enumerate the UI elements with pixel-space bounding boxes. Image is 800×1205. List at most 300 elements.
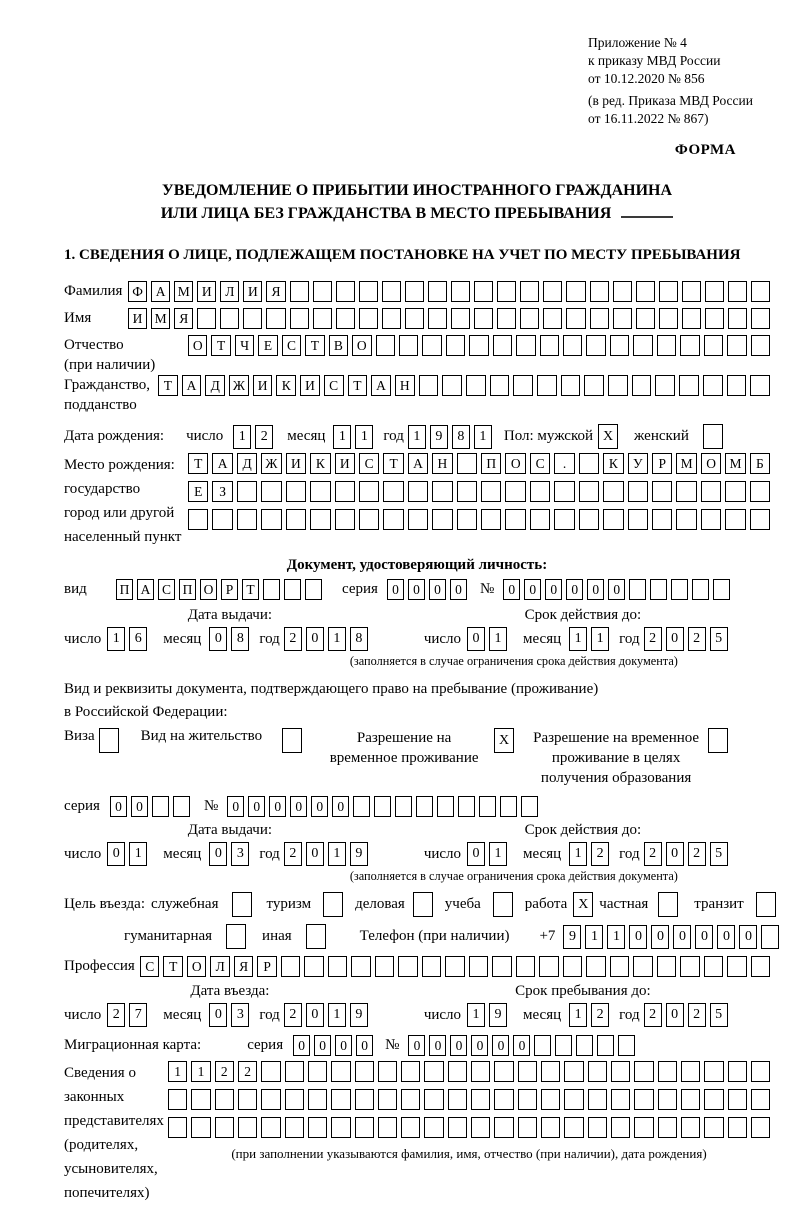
char-box[interactable] xyxy=(446,335,465,356)
char-box[interactable]: Т xyxy=(305,335,324,356)
char-box[interactable] xyxy=(281,956,300,977)
char-box[interactable] xyxy=(442,375,462,396)
char-box[interactable] xyxy=(355,1117,374,1138)
char-box[interactable] xyxy=(634,1061,653,1082)
char-box[interactable]: Н xyxy=(432,453,452,474)
char-box[interactable] xyxy=(168,1089,187,1110)
char-box[interactable] xyxy=(652,509,672,530)
char-box[interactable] xyxy=(290,281,309,302)
char-box[interactable]: Р xyxy=(257,956,276,977)
char-box[interactable] xyxy=(659,308,678,329)
char-box[interactable] xyxy=(657,956,676,977)
char-box[interactable]: И xyxy=(253,375,273,396)
char-box[interactable] xyxy=(564,1089,583,1110)
char-box[interactable]: Е xyxy=(258,335,277,356)
char-box[interactable]: П xyxy=(481,453,501,474)
char-box[interactable] xyxy=(285,1089,304,1110)
char-box[interactable] xyxy=(355,1089,374,1110)
char-box[interactable]: К xyxy=(310,453,330,474)
char-box[interactable]: 0 xyxy=(209,1003,227,1027)
char-box[interactable] xyxy=(378,1117,397,1138)
char-box[interactable]: А xyxy=(371,375,391,396)
char-box[interactable]: Т xyxy=(348,375,368,396)
char-box[interactable] xyxy=(704,1089,723,1110)
char-box[interactable]: 0 xyxy=(666,1003,684,1027)
char-box[interactable] xyxy=(520,281,539,302)
char-box[interactable] xyxy=(331,1117,350,1138)
char-box[interactable] xyxy=(424,1061,443,1082)
char-box[interactable] xyxy=(382,281,401,302)
char-box[interactable] xyxy=(359,481,379,502)
char-box[interactable] xyxy=(679,375,699,396)
char-box[interactable]: О xyxy=(352,335,371,356)
char-box[interactable]: 0 xyxy=(524,579,541,600)
char-box[interactable] xyxy=(437,796,454,817)
char-box[interactable] xyxy=(692,579,709,600)
char-box[interactable] xyxy=(704,956,723,977)
char-box[interactable]: 0 xyxy=(293,1035,310,1056)
char-box[interactable]: 0 xyxy=(492,1035,509,1056)
char-box[interactable] xyxy=(493,335,512,356)
char-box[interactable] xyxy=(336,308,355,329)
char-box[interactable] xyxy=(359,509,379,530)
char-box[interactable] xyxy=(191,1089,210,1110)
char-box[interactable] xyxy=(611,1117,630,1138)
char-box[interactable] xyxy=(173,796,190,817)
char-box[interactable] xyxy=(238,1089,257,1110)
char-box[interactable]: 0 xyxy=(450,1035,467,1056)
char-box[interactable] xyxy=(422,335,441,356)
char-box[interactable]: 0 xyxy=(566,579,583,600)
char-box[interactable] xyxy=(331,1061,350,1082)
char-box[interactable] xyxy=(713,579,730,600)
char-box[interactable]: А xyxy=(408,453,428,474)
char-box[interactable] xyxy=(266,308,285,329)
char-box[interactable] xyxy=(401,1117,420,1138)
char-box[interactable] xyxy=(310,509,330,530)
char-box[interactable] xyxy=(335,509,355,530)
char-box[interactable]: 0 xyxy=(608,579,625,600)
char-box[interactable] xyxy=(681,1061,700,1082)
char-box[interactable]: 9 xyxy=(430,425,448,449)
char-box[interactable] xyxy=(652,481,672,502)
char-box[interactable] xyxy=(676,481,696,502)
char-box[interactable]: 0 xyxy=(695,925,713,949)
char-box[interactable] xyxy=(751,1061,770,1082)
char-box[interactable]: 0 xyxy=(311,796,328,817)
char-box[interactable]: Ж xyxy=(229,375,249,396)
char-box[interactable] xyxy=(220,308,239,329)
char-box[interactable] xyxy=(727,375,747,396)
char-box[interactable] xyxy=(378,1089,397,1110)
char-box[interactable] xyxy=(676,509,696,530)
char-box[interactable] xyxy=(728,308,747,329)
char-box[interactable]: Н xyxy=(395,375,415,396)
char-box[interactable] xyxy=(579,481,599,502)
char-box[interactable]: 0 xyxy=(503,579,520,600)
char-box[interactable] xyxy=(564,1061,583,1082)
char-box[interactable]: 1 xyxy=(591,627,609,651)
char-box[interactable]: 0 xyxy=(227,796,244,817)
char-box[interactable] xyxy=(197,308,216,329)
char-box[interactable]: 0 xyxy=(314,1035,331,1056)
char-box[interactable]: С xyxy=(324,375,344,396)
char-box[interactable]: 0 xyxy=(131,796,148,817)
char-box[interactable]: 0 xyxy=(666,842,684,866)
char-box[interactable] xyxy=(613,308,632,329)
char-box[interactable] xyxy=(534,1035,551,1056)
char-box[interactable] xyxy=(494,1089,513,1110)
char-box[interactable]: 0 xyxy=(306,842,324,866)
char-box[interactable] xyxy=(383,481,403,502)
char-box[interactable]: 1 xyxy=(191,1061,210,1082)
char-box[interactable] xyxy=(226,924,246,949)
char-box[interactable] xyxy=(530,509,550,530)
char-box[interactable] xyxy=(634,1117,653,1138)
char-box[interactable]: 0 xyxy=(673,925,691,949)
char-box[interactable] xyxy=(335,481,355,502)
char-box[interactable] xyxy=(704,335,723,356)
char-box[interactable] xyxy=(657,335,676,356)
char-box[interactable]: М xyxy=(725,453,745,474)
char-box[interactable]: С xyxy=(140,956,159,977)
char-box[interactable]: 1 xyxy=(328,842,346,866)
char-box[interactable] xyxy=(188,509,208,530)
char-box[interactable] xyxy=(313,281,332,302)
char-box[interactable] xyxy=(658,1061,677,1082)
char-box[interactable] xyxy=(432,509,452,530)
char-box[interactable] xyxy=(555,1035,572,1056)
char-box[interactable]: 0 xyxy=(450,579,467,600)
char-box[interactable]: А xyxy=(137,579,154,600)
char-box[interactable] xyxy=(191,1117,210,1138)
char-box[interactable]: 0 xyxy=(332,796,349,817)
char-box[interactable] xyxy=(610,335,629,356)
char-box[interactable]: 0 xyxy=(587,579,604,600)
char-box[interactable] xyxy=(590,281,609,302)
char-box[interactable] xyxy=(490,375,510,396)
char-box[interactable]: О xyxy=(200,579,217,600)
char-box[interactable] xyxy=(561,375,581,396)
char-box[interactable]: 1 xyxy=(474,425,492,449)
char-box[interactable]: В xyxy=(329,335,348,356)
char-box[interactable] xyxy=(603,509,623,530)
char-box[interactable]: Ч xyxy=(235,335,254,356)
char-box[interactable]: 1 xyxy=(168,1061,187,1082)
char-box[interactable] xyxy=(704,1061,723,1082)
char-box[interactable] xyxy=(308,1061,327,1082)
char-box[interactable]: К xyxy=(276,375,296,396)
char-box[interactable] xyxy=(761,925,779,949)
char-box[interactable] xyxy=(383,509,403,530)
char-box[interactable]: Р xyxy=(221,579,238,600)
char-box[interactable]: П xyxy=(179,579,196,600)
char-box[interactable]: 2 xyxy=(644,1003,662,1027)
char-box[interactable]: А xyxy=(151,281,170,302)
char-box[interactable]: 2 xyxy=(688,1003,706,1027)
char-box[interactable]: 1 xyxy=(569,842,587,866)
char-box[interactable] xyxy=(432,481,452,502)
char-box[interactable] xyxy=(541,1089,560,1110)
char-box[interactable]: Р xyxy=(652,453,672,474)
char-box[interactable] xyxy=(540,335,559,356)
char-box[interactable] xyxy=(588,1061,607,1082)
char-box[interactable] xyxy=(261,481,281,502)
char-box[interactable] xyxy=(518,1117,537,1138)
char-box[interactable]: О xyxy=(187,956,206,977)
char-box[interactable] xyxy=(493,892,513,917)
char-box[interactable] xyxy=(395,796,412,817)
char-box[interactable] xyxy=(541,1117,560,1138)
char-box[interactable] xyxy=(704,1117,723,1138)
char-box[interactable]: 2 xyxy=(284,1003,302,1027)
char-box[interactable] xyxy=(474,308,493,329)
char-box[interactable] xyxy=(457,509,477,530)
char-box[interactable] xyxy=(563,956,582,977)
char-box[interactable] xyxy=(413,892,433,917)
char-box[interactable]: Т xyxy=(188,453,208,474)
char-box[interactable] xyxy=(471,1061,490,1082)
char-box[interactable] xyxy=(727,956,746,977)
char-box[interactable] xyxy=(261,1089,280,1110)
char-box[interactable] xyxy=(401,1089,420,1110)
char-box[interactable] xyxy=(636,308,655,329)
char-box[interactable] xyxy=(750,375,770,396)
char-box[interactable]: X xyxy=(573,892,593,917)
char-box[interactable] xyxy=(682,308,701,329)
char-box[interactable]: 0 xyxy=(513,1035,530,1056)
char-box[interactable]: 2 xyxy=(215,1061,234,1082)
char-box[interactable] xyxy=(471,1117,490,1138)
char-box[interactable] xyxy=(632,375,652,396)
char-box[interactable] xyxy=(554,481,574,502)
char-box[interactable] xyxy=(308,1089,327,1110)
char-box[interactable] xyxy=(492,956,511,977)
char-box[interactable] xyxy=(756,892,776,917)
char-box[interactable]: 0 xyxy=(387,579,404,600)
char-box[interactable]: А xyxy=(182,375,202,396)
char-box[interactable]: 0 xyxy=(269,796,286,817)
char-box[interactable]: 1 xyxy=(569,627,587,651)
char-box[interactable] xyxy=(611,1089,630,1110)
char-box[interactable] xyxy=(751,956,770,977)
char-box[interactable]: 0 xyxy=(356,1035,373,1056)
char-box[interactable]: И xyxy=(286,453,306,474)
char-box[interactable] xyxy=(658,1089,677,1110)
char-box[interactable] xyxy=(497,308,516,329)
char-box[interactable] xyxy=(680,335,699,356)
char-box[interactable] xyxy=(232,892,252,917)
char-box[interactable] xyxy=(703,375,723,396)
char-box[interactable] xyxy=(636,281,655,302)
char-box[interactable] xyxy=(586,956,605,977)
char-box[interactable]: Т xyxy=(158,375,178,396)
char-box[interactable] xyxy=(313,308,332,329)
char-box[interactable]: 0 xyxy=(545,579,562,600)
char-box[interactable]: 0 xyxy=(209,627,227,651)
char-box[interactable] xyxy=(237,481,257,502)
char-box[interactable]: Е xyxy=(188,481,208,502)
char-box[interactable] xyxy=(682,281,701,302)
char-box[interactable]: 8 xyxy=(350,627,368,651)
char-box[interactable] xyxy=(336,281,355,302)
char-box[interactable] xyxy=(680,956,699,977)
char-box[interactable]: 0 xyxy=(335,1035,352,1056)
char-box[interactable]: И xyxy=(243,281,262,302)
char-box[interactable]: 2 xyxy=(284,627,302,651)
char-box[interactable] xyxy=(628,509,648,530)
char-box[interactable] xyxy=(521,796,538,817)
char-box[interactable]: 3 xyxy=(231,1003,249,1027)
char-box[interactable]: 1 xyxy=(355,425,373,449)
char-box[interactable] xyxy=(513,375,533,396)
char-box[interactable]: 2 xyxy=(591,1003,609,1027)
char-box[interactable]: X xyxy=(598,424,618,449)
char-box[interactable]: 6 xyxy=(129,627,147,651)
char-box[interactable]: 8 xyxy=(452,425,470,449)
char-box[interactable]: Я xyxy=(266,281,285,302)
char-box[interactable] xyxy=(152,796,169,817)
char-box[interactable] xyxy=(708,728,728,753)
char-box[interactable]: О xyxy=(188,335,207,356)
char-box[interactable] xyxy=(458,796,475,817)
char-box[interactable] xyxy=(378,1061,397,1082)
char-box[interactable]: 0 xyxy=(666,627,684,651)
char-box[interactable] xyxy=(543,281,562,302)
char-box[interactable] xyxy=(563,335,582,356)
char-box[interactable]: 2 xyxy=(591,842,609,866)
char-box[interactable]: М xyxy=(174,281,193,302)
char-box[interactable] xyxy=(424,1117,443,1138)
char-box[interactable] xyxy=(428,308,447,329)
char-box[interactable] xyxy=(751,335,770,356)
char-box[interactable]: 9 xyxy=(350,1003,368,1027)
char-box[interactable] xyxy=(481,481,501,502)
char-box[interactable]: 0 xyxy=(408,579,425,600)
char-box[interactable] xyxy=(451,281,470,302)
char-box[interactable] xyxy=(215,1089,234,1110)
char-box[interactable] xyxy=(308,1117,327,1138)
char-box[interactable] xyxy=(530,481,550,502)
char-box[interactable]: Ж xyxy=(261,453,281,474)
char-box[interactable]: 0 xyxy=(471,1035,488,1056)
char-box[interactable]: 1 xyxy=(328,627,346,651)
char-box[interactable]: Я xyxy=(174,308,193,329)
char-box[interactable] xyxy=(671,579,688,600)
char-box[interactable]: 0 xyxy=(739,925,757,949)
char-box[interactable]: М xyxy=(676,453,696,474)
char-box[interactable]: Т xyxy=(242,579,259,600)
char-box[interactable]: К xyxy=(603,453,623,474)
char-box[interactable]: С xyxy=(359,453,379,474)
char-box[interactable] xyxy=(750,481,770,502)
char-box[interactable] xyxy=(286,481,306,502)
char-box[interactable]: 0 xyxy=(467,627,485,651)
char-box[interactable] xyxy=(751,1089,770,1110)
char-box[interactable] xyxy=(554,509,574,530)
char-box[interactable]: Л xyxy=(210,956,229,977)
char-box[interactable] xyxy=(611,1061,630,1082)
char-box[interactable] xyxy=(351,956,370,977)
char-box[interactable] xyxy=(613,281,632,302)
char-box[interactable] xyxy=(451,308,470,329)
char-box[interactable]: 0 xyxy=(429,579,446,600)
char-box[interactable]: 2 xyxy=(107,1003,125,1027)
char-box[interactable]: 2 xyxy=(644,842,662,866)
char-box[interactable] xyxy=(628,481,648,502)
char-box[interactable] xyxy=(579,453,599,474)
char-box[interactable] xyxy=(263,579,280,600)
char-box[interactable] xyxy=(282,728,302,753)
char-box[interactable]: 2 xyxy=(255,425,273,449)
char-box[interactable] xyxy=(597,1035,614,1056)
char-box[interactable] xyxy=(481,509,501,530)
char-box[interactable] xyxy=(416,796,433,817)
char-box[interactable]: 0 xyxy=(209,842,227,866)
char-box[interactable]: Т xyxy=(163,956,182,977)
char-box[interactable] xyxy=(750,509,770,530)
char-box[interactable] xyxy=(633,956,652,977)
char-box[interactable] xyxy=(419,375,439,396)
char-box[interactable] xyxy=(494,1117,513,1138)
char-box[interactable] xyxy=(566,308,585,329)
char-box[interactable]: Д xyxy=(205,375,225,396)
char-box[interactable]: 8 xyxy=(231,627,249,651)
char-box[interactable] xyxy=(497,281,516,302)
char-box[interactable]: 1 xyxy=(467,1003,485,1027)
char-box[interactable]: П xyxy=(116,579,133,600)
char-box[interactable]: Ф xyxy=(128,281,147,302)
char-box[interactable]: О xyxy=(701,453,721,474)
char-box[interactable] xyxy=(405,308,424,329)
char-box[interactable] xyxy=(728,281,747,302)
char-box[interactable]: 1 xyxy=(585,925,603,949)
char-box[interactable] xyxy=(518,1061,537,1082)
char-box[interactable] xyxy=(306,924,326,949)
char-box[interactable] xyxy=(608,375,628,396)
char-box[interactable]: 2 xyxy=(688,627,706,651)
char-box[interactable] xyxy=(399,335,418,356)
char-box[interactable]: И xyxy=(197,281,216,302)
char-box[interactable] xyxy=(448,1089,467,1110)
char-box[interactable]: 1 xyxy=(489,842,507,866)
char-box[interactable] xyxy=(285,1061,304,1082)
char-box[interactable]: М xyxy=(151,308,170,329)
char-box[interactable] xyxy=(323,892,343,917)
char-box[interactable]: 0 xyxy=(651,925,669,949)
char-box[interactable]: 0 xyxy=(467,842,485,866)
char-box[interactable] xyxy=(261,1061,280,1082)
char-box[interactable]: 2 xyxy=(688,842,706,866)
char-box[interactable] xyxy=(376,335,395,356)
char-box[interactable]: 9 xyxy=(350,842,368,866)
char-box[interactable] xyxy=(705,281,724,302)
char-box[interactable]: 1 xyxy=(129,842,147,866)
char-box[interactable]: 0 xyxy=(429,1035,446,1056)
char-box[interactable] xyxy=(405,281,424,302)
char-box[interactable] xyxy=(518,1089,537,1110)
char-box[interactable] xyxy=(212,509,232,530)
char-box[interactable] xyxy=(474,281,493,302)
char-box[interactable] xyxy=(375,956,394,977)
char-box[interactable] xyxy=(655,375,675,396)
char-box[interactable]: 1 xyxy=(408,425,426,449)
char-box[interactable] xyxy=(448,1117,467,1138)
char-box[interactable] xyxy=(382,308,401,329)
char-box[interactable]: 0 xyxy=(629,925,647,949)
char-box[interactable] xyxy=(610,956,629,977)
char-box[interactable] xyxy=(99,728,119,753)
